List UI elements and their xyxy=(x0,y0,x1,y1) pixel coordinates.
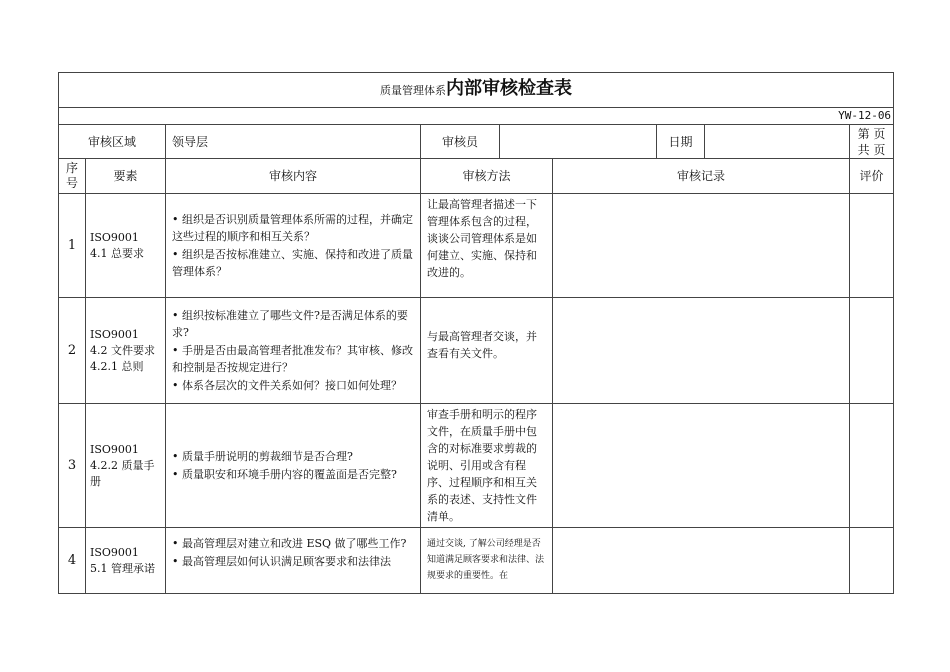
title-prefix: 质量管理体系 xyxy=(380,84,447,97)
header-content: 审核内容 xyxy=(166,159,421,194)
doc-code-row xyxy=(59,108,894,125)
content-item: • 质量职安和环境手册内容的覆盖面是否完整? xyxy=(172,468,397,481)
content-item: • 最高管理层对建立和改进 ESQ 做了哪些工作? xyxy=(172,537,407,550)
audit-area-value: 领导层 xyxy=(166,125,421,159)
row-method: 审查手册和明示的程序文件，在质量手册中包含的对标准要求剪裁的说明、引用或含有程序、过程顺序和相互关系的表述、支持性文件清单。 xyxy=(421,404,553,528)
header-method: 审核方法 xyxy=(421,159,553,194)
table-row xyxy=(59,298,894,404)
row-record[interactable] xyxy=(553,404,850,528)
row-number: 2 xyxy=(59,298,86,404)
row-number: 1 xyxy=(59,194,86,298)
content-item: • 手册是否由最高管理者批准发布？其审核、修改和控制是否按规定进行？ xyxy=(172,344,413,374)
header-seq: 序号 xyxy=(59,159,86,194)
row-element xyxy=(86,194,166,298)
row-content xyxy=(166,404,421,528)
element-line: 4.2.2 质量手册 xyxy=(90,458,155,488)
row-rating[interactable] xyxy=(850,194,894,298)
row-rating[interactable] xyxy=(850,404,894,528)
auditor-field[interactable] xyxy=(500,125,657,159)
row-method: 让最高管理者描述一下管理体系包含的过程，谈谈公司管理体系是如何建立、实施、保持和改进的。 xyxy=(421,194,553,298)
meta-row xyxy=(59,125,894,159)
row-number: 4 xyxy=(59,528,86,594)
date-label: 日期 xyxy=(657,125,705,159)
page-count xyxy=(850,125,894,159)
row-content xyxy=(166,528,421,594)
element-line: ISO9001 xyxy=(90,230,139,244)
row-content xyxy=(166,194,421,298)
element-line: 4.2 文件要求 xyxy=(90,343,155,357)
auditor-label: 审核员 xyxy=(421,125,500,159)
row-record[interactable] xyxy=(553,194,850,298)
content-item: • 组织是否识别质量管理体系所需的过程，并确定这些过程的顺序和相互关系？ xyxy=(172,213,413,243)
row-record[interactable] xyxy=(553,298,850,404)
row-method: 通过交谈, 了解公司经理是否知道满足顾客要求和法律、法规要求的重要性。在 xyxy=(421,528,553,594)
content-item: • 组织按标准建立了哪些文件?是否满足体系的要求? xyxy=(172,309,408,339)
header-row xyxy=(59,159,894,194)
row-rating[interactable] xyxy=(850,528,894,594)
title-row xyxy=(59,73,894,108)
document-title xyxy=(59,73,894,108)
element-line: ISO9001 xyxy=(90,545,139,559)
element-line: 5.1 管理承诺 xyxy=(90,561,155,575)
audit-checklist-table xyxy=(58,72,894,594)
row-number: 3 xyxy=(59,404,86,528)
title-main: 内部审核检查表 xyxy=(446,78,573,99)
audit-area-label: 审核区域 xyxy=(59,125,166,159)
row-method: 与最高管理者交谈，并查看有关文件。 xyxy=(421,298,553,404)
content-item: • 体系各层次的文件关系如何？接口如何处理？ xyxy=(172,379,402,392)
row-element xyxy=(86,404,166,528)
row-element xyxy=(86,528,166,594)
row-content xyxy=(166,298,421,404)
element-line: ISO9001 xyxy=(90,442,139,456)
header-record: 审核记录 xyxy=(553,159,850,194)
doc-code: YW-12-06 xyxy=(59,108,894,125)
row-element xyxy=(86,298,166,404)
element-line: 4.2.1 总则 xyxy=(90,359,144,373)
page-total: 共 页 xyxy=(857,142,886,157)
content-item: • 组织是否按标准建立、实施、保持和改进了质量管理体系？ xyxy=(172,248,413,278)
header-rating: 评价 xyxy=(850,159,894,194)
audit-checklist-sheet xyxy=(58,72,893,594)
row-rating[interactable] xyxy=(850,298,894,404)
row-record[interactable] xyxy=(553,528,850,594)
element-line: 4.1 总要求 xyxy=(90,246,144,260)
table-row xyxy=(59,194,894,298)
content-item: • 质量手册说明的剪裁细节是否合理? xyxy=(172,450,353,463)
table-row xyxy=(59,404,894,528)
element-line: ISO9001 xyxy=(90,327,139,341)
date-field[interactable] xyxy=(705,125,850,159)
header-element: 要素 xyxy=(86,159,166,194)
page-current: 第 页 xyxy=(857,126,886,141)
table-row xyxy=(59,528,894,594)
content-item: • 最高管理层如何认识满足顾客要求和法律法 xyxy=(172,555,391,568)
